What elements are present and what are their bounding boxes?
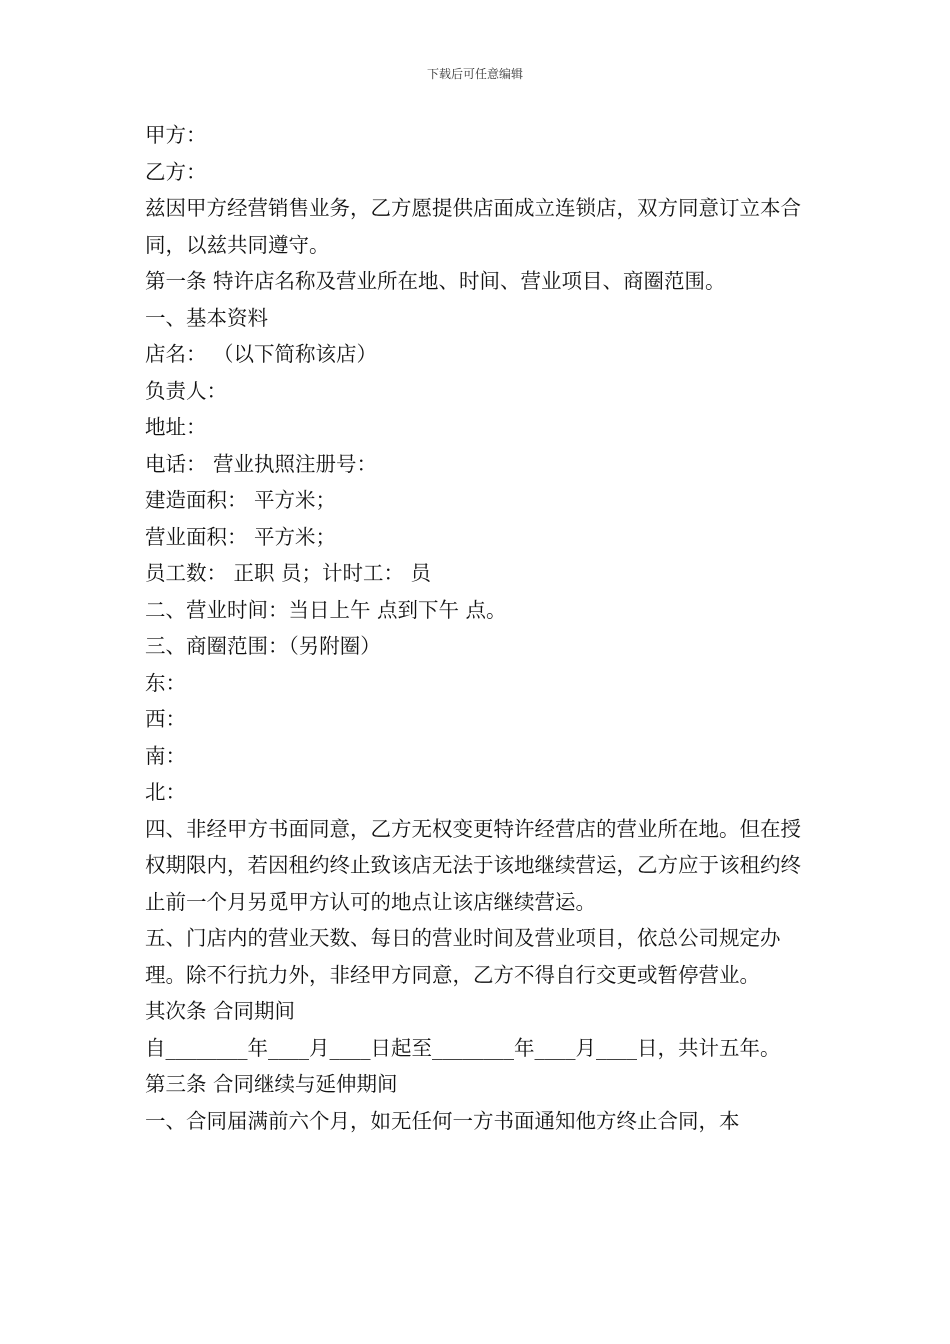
article-1-heading: 第一条 特许店名称及营业所在地、时间、营业项目、商圈范围。 (145, 269, 726, 293)
trade-area-heading: 三、商圈范围：（另附圈） (145, 634, 381, 658)
article-3-heading: 第三条 合同继续与延伸期间 (145, 1072, 398, 1096)
clause-4-paragraph: 四、非经甲方书面同意，乙方无权变更特许经营店的营业所在地。但在授权期限内，若因租约终止致该店无法于该地继续营运，乙方应于该租约终止前一个月另觅甲方认可的地点让该店继续营运。 (145, 816, 801, 914)
intro-paragraph: 兹因甲方经营销售业务，乙方愿提供店面成立连锁店，双方同意订立本合同，以兹共同遵守。 (145, 196, 801, 257)
party-a-line: 甲方： (145, 123, 207, 147)
clause-5-paragraph: 五、门店内的营业天数、每日的营业时间及营业项目，依总公司规定办理。除不行抗力外，非经甲方同意，乙方不得自行交更或暂停营业。 (145, 926, 781, 987)
business-area-line: 营业面积： 平方米； (145, 524, 337, 549)
section-basic-info-heading: 一、基本资料 (145, 305, 268, 330)
manager-line: 负责人： (145, 378, 227, 403)
building-area-line: 建造面积： 平方米； (145, 488, 337, 512)
contract-period-line: 自________年____月____日起至________年____月____日，共计五年。 (145, 1035, 781, 1060)
business-hours-line: 二、营业时间：当日上午 点到下午 点。 (145, 597, 507, 622)
renewal-clause-1: 一、合同届满前六个月，如无任何一方书面通知他方终止合同，本 (145, 1108, 740, 1133)
west-line: 西： (145, 707, 186, 731)
phone-license-line: 电话： 营业执照注册号： (145, 451, 378, 476)
page-header-note: 下载后可任意编辑 (426, 67, 523, 81)
address-line: 地址： (145, 415, 207, 439)
store-name-line: 店名： （以下简称该店） (145, 342, 378, 366)
article-2-heading: 其次条 合同期间 (145, 999, 296, 1023)
south-line: 南： (145, 743, 186, 768)
east-line: 东： (145, 670, 186, 695)
staff-count-line: 员工数： 正职 员；计时工： 员 (145, 561, 432, 585)
north-line: 北： (145, 780, 186, 804)
party-b-line: 乙方： (145, 159, 207, 184)
contract-body (145, 117, 807, 1139)
